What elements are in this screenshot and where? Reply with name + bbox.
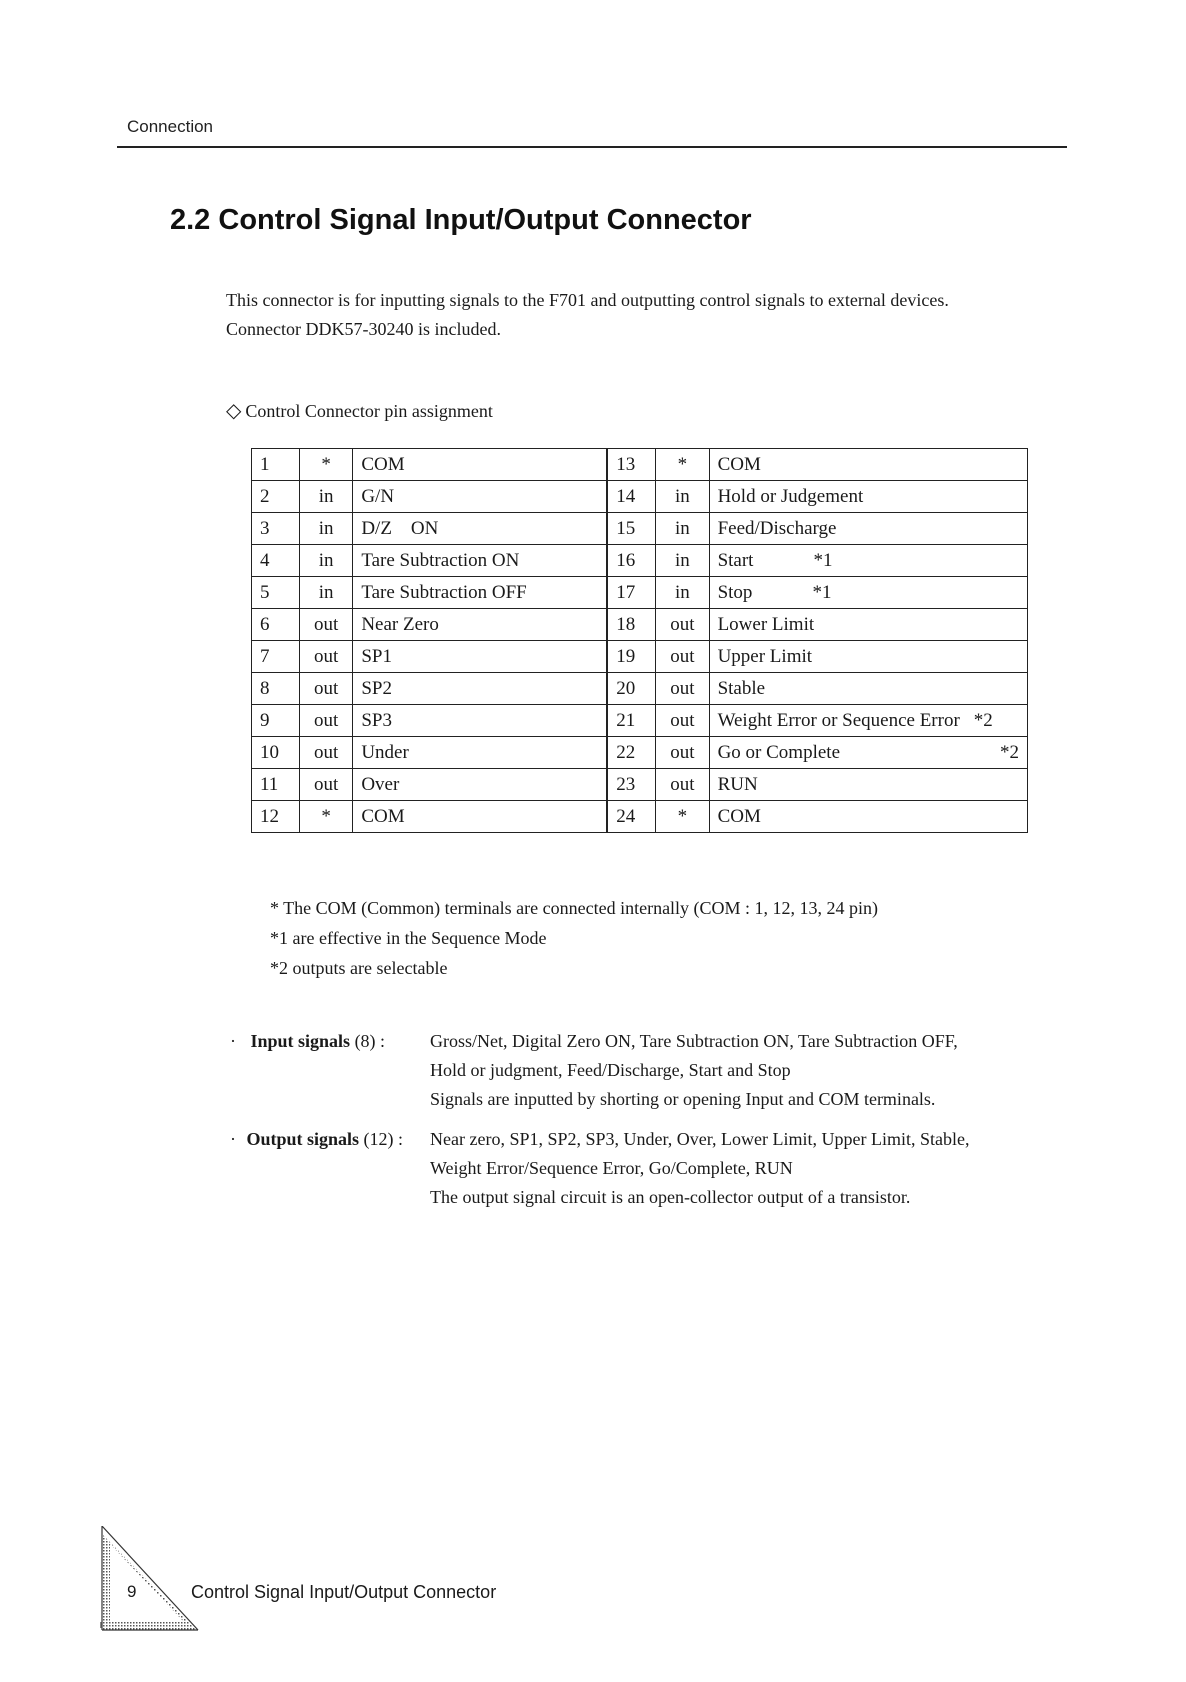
pin-direction-text: out [670, 709, 695, 731]
pin-signal-text: Weight Error or Sequence Error [717, 709, 960, 731]
pin-direction-text: in [675, 581, 690, 603]
pin-direction [656, 577, 709, 609]
pin-direction [656, 545, 709, 577]
pin-direction [656, 705, 709, 737]
page-number: 9 [127, 1582, 137, 1601]
pin-direction-text: in [318, 485, 334, 507]
pin-signal [353, 609, 607, 641]
pin-number [252, 609, 300, 641]
pin-direction-text: out [313, 613, 339, 635]
intro-line-1: This connector is for inputting signals to the F701 and outputting control signals to external devices. [226, 290, 949, 310]
pin-signal-text: COM [361, 453, 405, 475]
pin-number-text: 10 [260, 741, 279, 763]
footer-triangle-icon [100, 1526, 200, 1632]
pin-number-text: 8 [260, 677, 270, 699]
pin-signal [353, 737, 607, 769]
pin-signal-text: Stop [717, 581, 753, 603]
pin-direction [299, 705, 352, 737]
pin-number-text: 20 [616, 677, 636, 699]
pin-signal-text: Near Zero [361, 613, 439, 635]
input-signals-title: Input signals [250, 1031, 351, 1051]
table-notes [270, 893, 878, 983]
pin-direction-text: out [670, 645, 695, 667]
pin-direction [299, 577, 352, 609]
pin-number-text: 18 [616, 613, 636, 635]
pin-signal [353, 545, 607, 577]
pin-signal [709, 705, 1027, 737]
pin-signal-text: COM [717, 453, 761, 475]
table-row [252, 641, 1028, 673]
pin-direction-text: out [313, 741, 339, 763]
input-signals-line: Signals are inputted by shorting or opening Input and COM terminals. [430, 1089, 936, 1109]
output-signals-label [230, 1125, 403, 1154]
pin-direction-text: out [670, 613, 695, 635]
pin-number [607, 481, 655, 513]
input-signals-description [430, 1027, 958, 1114]
output-signals-description [430, 1125, 969, 1212]
pin-number [252, 769, 300, 801]
pin-signal-text: Over [361, 773, 400, 795]
pin-signal [709, 801, 1027, 833]
table-row [252, 513, 1028, 545]
pin-signal [353, 513, 607, 545]
pin-direction [299, 641, 352, 673]
pin-signal [353, 769, 607, 801]
pin-number-text: 7 [260, 645, 270, 667]
pin-signal-text: SP3 [361, 709, 392, 731]
pin-direction [656, 801, 709, 833]
pin-number [607, 673, 655, 705]
pin-number [607, 609, 655, 641]
pin-direction [299, 673, 352, 705]
table-row [252, 801, 1028, 833]
pin-signal-text: SP2 [361, 677, 392, 699]
table-row [252, 769, 1028, 801]
pin-number [607, 641, 655, 673]
pin-signal-text: Tare Subtraction OFF [361, 581, 527, 603]
table-row [252, 449, 1028, 481]
pin-signal-text: Hold or Judgement [717, 485, 864, 507]
pin-direction-text: out [670, 773, 695, 795]
pin-signal [709, 609, 1027, 641]
pin-number [607, 513, 655, 545]
pin-number-text: 17 [616, 581, 636, 603]
pin-number [252, 737, 300, 769]
input-signals-block [230, 1027, 1060, 1117]
diamond-icon: ◇ [226, 398, 242, 422]
pin-signal-text: Feed/Discharge [717, 517, 837, 539]
note-1: *1 are effective in the Sequence Mode [270, 928, 547, 948]
input-signals-count: (8) : [354, 1031, 386, 1051]
pin-direction [299, 609, 352, 641]
pin-direction-text: * [321, 453, 331, 475]
table-row [252, 673, 1028, 705]
pin-direction-text: in [318, 581, 334, 603]
pin-number [607, 705, 655, 737]
input-signals-line: Hold or judgment, Feed/Discharge, Start and Stop [430, 1060, 791, 1080]
pin-direction [299, 513, 352, 545]
pin-direction-text: in [318, 549, 334, 571]
pin-signal-text: G/N [361, 485, 395, 507]
pin-number-text: 24 [616, 805, 636, 827]
pin-signal-text: Tare Subtraction ON [361, 549, 520, 571]
pin-signal-text: Start [717, 549, 754, 571]
pin-direction-text: out [670, 677, 695, 699]
table-row [252, 577, 1028, 609]
output-signals-count: (12) : [363, 1129, 404, 1149]
pin-signal [709, 481, 1027, 513]
pin-signal-text: COM [361, 805, 405, 827]
table-caption [226, 398, 493, 422]
note-2: *2 outputs are selectable [270, 958, 448, 978]
pin-number-text: 12 [260, 805, 279, 827]
pin-number-text: 5 [260, 581, 270, 603]
pin-signal [709, 577, 1027, 609]
running-header: Connection [127, 117, 214, 136]
pin-number [607, 801, 655, 833]
pin-note: *1 [812, 581, 832, 603]
pin-direction [299, 737, 352, 769]
pin-signal [353, 705, 607, 737]
footer-title: Control Signal Input/Output Connector [191, 1582, 497, 1602]
pin-assignment-table [251, 448, 1028, 833]
output-signals-title: Output signals [246, 1129, 360, 1149]
pin-signal [353, 801, 607, 833]
pin-number-text: 15 [616, 517, 636, 539]
pin-direction-text: out [313, 773, 339, 795]
pin-direction-text: out [670, 741, 695, 763]
pin-signal [709, 737, 1027, 769]
pin-signal [709, 449, 1027, 481]
pin-signal-text: Stable [717, 677, 766, 699]
pin-direction [299, 801, 352, 833]
pin-direction [656, 737, 709, 769]
pin-number [607, 577, 655, 609]
output-signals-bullet: · [230, 1129, 236, 1149]
pin-note: *1 [813, 549, 833, 571]
pin-number-text: 19 [616, 645, 636, 667]
pin-direction [656, 769, 709, 801]
pin-direction-text: in [675, 549, 690, 571]
input-signals-bullet: · [230, 1031, 236, 1051]
pin-note: *2 [1000, 741, 1019, 763]
pin-number [607, 769, 655, 801]
pin-number [252, 513, 300, 545]
pin-number-text: 4 [260, 549, 270, 571]
pin-signal [353, 673, 607, 705]
pin-signal-text: SP1 [361, 645, 392, 667]
table-row [252, 545, 1028, 577]
pin-signal [353, 641, 607, 673]
pin-direction-text: out [313, 709, 339, 731]
pin-note: *2 [973, 709, 993, 731]
pin-signal-text: Lower Limit [717, 613, 815, 635]
header-rule [117, 146, 1067, 148]
pin-number [252, 705, 300, 737]
pin-signal [353, 449, 607, 481]
intro-line-2: Connector DDK57-30240 is included. [226, 319, 501, 339]
pin-number-text: 21 [616, 709, 636, 731]
pin-number-text: 16 [616, 549, 636, 571]
input-signals-label [230, 1027, 385, 1056]
pin-direction [656, 673, 709, 705]
section-title: 2.2 Control Signal Input/Output Connector [170, 204, 752, 236]
pin-direction [656, 641, 709, 673]
pin-number [252, 673, 300, 705]
output-signals-block [230, 1125, 1060, 1215]
pin-number-text: 14 [616, 485, 636, 507]
pin-number-text: 6 [260, 613, 270, 635]
table-row [252, 609, 1028, 641]
table-row [252, 481, 1028, 513]
pin-direction [656, 481, 709, 513]
pin-number-text: 2 [260, 485, 270, 507]
input-signals-line: Gross/Net, Digital Zero ON, Tare Subtraction ON, Tare Subtraction OFF, [430, 1031, 958, 1051]
pin-direction-text: in [675, 485, 690, 507]
pin-number [252, 801, 300, 833]
pin-signal [709, 769, 1027, 801]
pin-number-text: 22 [616, 741, 636, 763]
table-row [252, 737, 1028, 769]
pin-direction-text: * [677, 453, 688, 475]
pin-number-text: 11 [260, 773, 279, 795]
pin-number-text: 23 [616, 773, 636, 795]
pin-number [607, 737, 655, 769]
pin-number [252, 641, 300, 673]
pin-number [607, 449, 655, 481]
pin-signal [353, 481, 607, 513]
pin-direction [299, 481, 352, 513]
pin-direction-text: in [675, 517, 690, 539]
pin-number-text: 1 [260, 453, 270, 475]
pin-signal [709, 513, 1027, 545]
output-signals-line: Near zero, SP1, SP2, SP3, Under, Over, Lower Limit, Upper Limit, Stable, [430, 1129, 970, 1149]
pin-signal-text: COM [717, 805, 761, 827]
note-com: * The COM (Common) terminals are connected internally (COM : 1, 12, 13, 24 pin) [270, 898, 879, 918]
table-row [252, 705, 1028, 737]
pin-number [252, 577, 300, 609]
pin-direction-text: in [318, 517, 334, 539]
pin-signal [709, 641, 1027, 673]
pin-direction-text: * [321, 805, 331, 827]
pin-number [252, 449, 300, 481]
pin-direction-text: out [313, 677, 339, 699]
pin-direction [656, 449, 709, 481]
pin-number-text: 3 [260, 517, 270, 539]
pin-direction [656, 513, 709, 545]
table-caption-text: Control Connector pin assignment [245, 401, 493, 421]
pin-number [252, 545, 300, 577]
pin-direction [299, 449, 352, 481]
pin-number-text: 9 [260, 709, 270, 731]
pin-direction [299, 769, 352, 801]
pin-signal-text: Go or Complete [717, 741, 841, 763]
pin-signal [709, 673, 1027, 705]
output-signals-line: The output signal circuit is an open-collector output of a transistor. [430, 1187, 911, 1207]
pin-signal-text: Upper Limit [717, 645, 813, 667]
pin-signal-text: D/Z ON [361, 517, 439, 539]
pin-signal [709, 545, 1027, 577]
pin-direction-text: * [677, 805, 688, 827]
pin-number [607, 545, 655, 577]
intro-paragraph [226, 286, 949, 344]
pin-signal [353, 577, 607, 609]
pin-number [252, 481, 300, 513]
pin-number-text: 13 [616, 453, 636, 475]
output-signals-line: Weight Error/Sequence Error, Go/Complete, RUN [430, 1158, 793, 1178]
pin-signal-text: RUN [717, 773, 758, 795]
pin-direction [299, 545, 352, 577]
pin-direction [656, 609, 709, 641]
pin-direction-text: out [313, 645, 339, 667]
pin-signal-text: Under [361, 741, 409, 763]
